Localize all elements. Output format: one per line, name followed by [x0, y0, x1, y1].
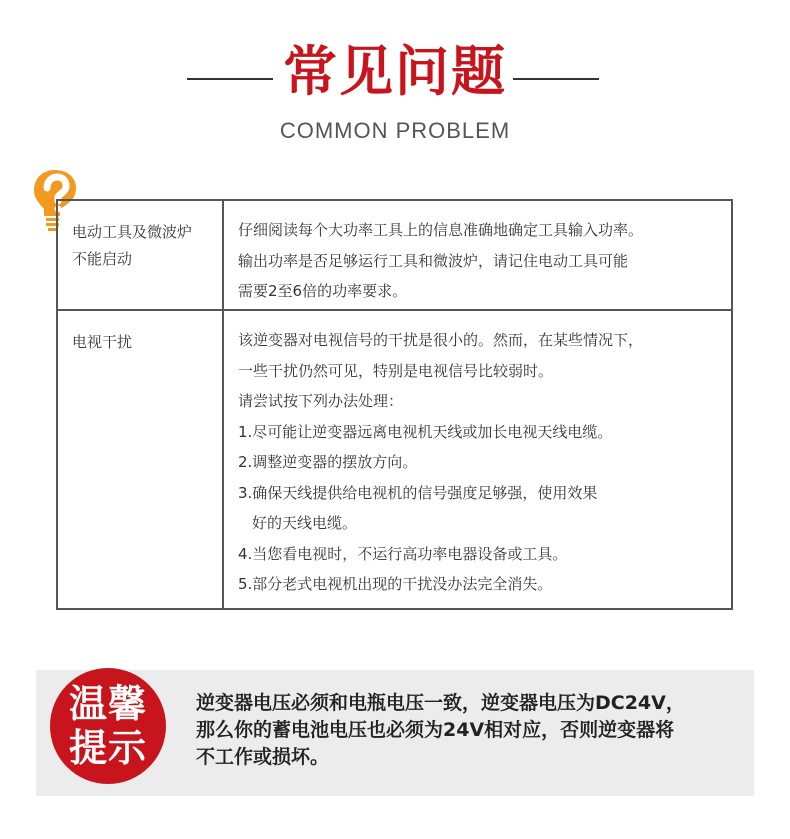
- faq-row: [58, 201, 731, 311]
- answer-line: 仔细阅读每个大功率工具上的信息准确地确定工具输入功率。: [238, 221, 644, 239]
- tip-line: 逆变器电压必须和电瓶电压一致，逆变器电压为DC24V，: [196, 692, 685, 714]
- tip-badge-line: 提示: [68, 726, 147, 770]
- faq-answer: [238, 325, 718, 600]
- question-line: 电动工具及微波炉: [72, 223, 193, 241]
- title-decor-line-left: [187, 78, 273, 80]
- tip-line: 那么你的蓄电池电压也必须为24V相对应，否则逆变器将: [196, 719, 675, 741]
- question-line: 电视干扰: [72, 333, 133, 351]
- answer-line: 需要2至6倍的功率要求。: [238, 282, 408, 300]
- answer-line: 输出功率是否足够运行工具和微波炉，请记住电动工具可能: [238, 251, 629, 270]
- column-divider: [222, 201, 224, 309]
- answer-step-continuation: 好的天线电缆。: [252, 514, 358, 532]
- tip-badge: [50, 668, 166, 784]
- page-header: [0, 42, 790, 102]
- page-subtitle: COMMON PROBLEM: [279, 118, 511, 143]
- column-divider: [222, 311, 224, 608]
- tip-line: 不工作或损坏。: [196, 746, 330, 768]
- answer-line: 请尝试按下列办法处理：: [238, 392, 404, 410]
- question-line: 不能启动: [72, 250, 133, 268]
- faq-answer: [238, 215, 718, 307]
- answer-line: 一些干扰仍然可见，特别是电视信号比较弱时。: [238, 361, 554, 380]
- faq-question: [72, 219, 218, 273]
- answer-step: 1.尽可能让逆变器远离电视机天线或加长电视天线电缆。: [238, 422, 613, 441]
- answer-step: 5.部分老式电视机出现的干扰没办法完全消失。: [238, 575, 553, 593]
- answer-line: 该逆变器对电视信号的干扰是很小的。然而，在某些情况下，: [238, 331, 644, 349]
- tip-badge-text: [50, 682, 166, 770]
- faq-question: [72, 329, 218, 356]
- page-title: 常见问题: [283, 40, 507, 103]
- tip-badge-line: 温馨: [68, 682, 147, 726]
- faq-row: [58, 311, 731, 608]
- answer-step: 4.当您看电视时，不运行高功率电器设备或工具。: [238, 544, 568, 563]
- answer-step: 3.确保天线提供给电视机的信号强度足够强，使用效果: [238, 483, 598, 502]
- answer-step: 2.调整逆变器的摆放方向。: [238, 453, 418, 471]
- tip-text: [196, 690, 736, 771]
- title-decor-line-right: [513, 78, 599, 80]
- faq-table: [56, 199, 733, 610]
